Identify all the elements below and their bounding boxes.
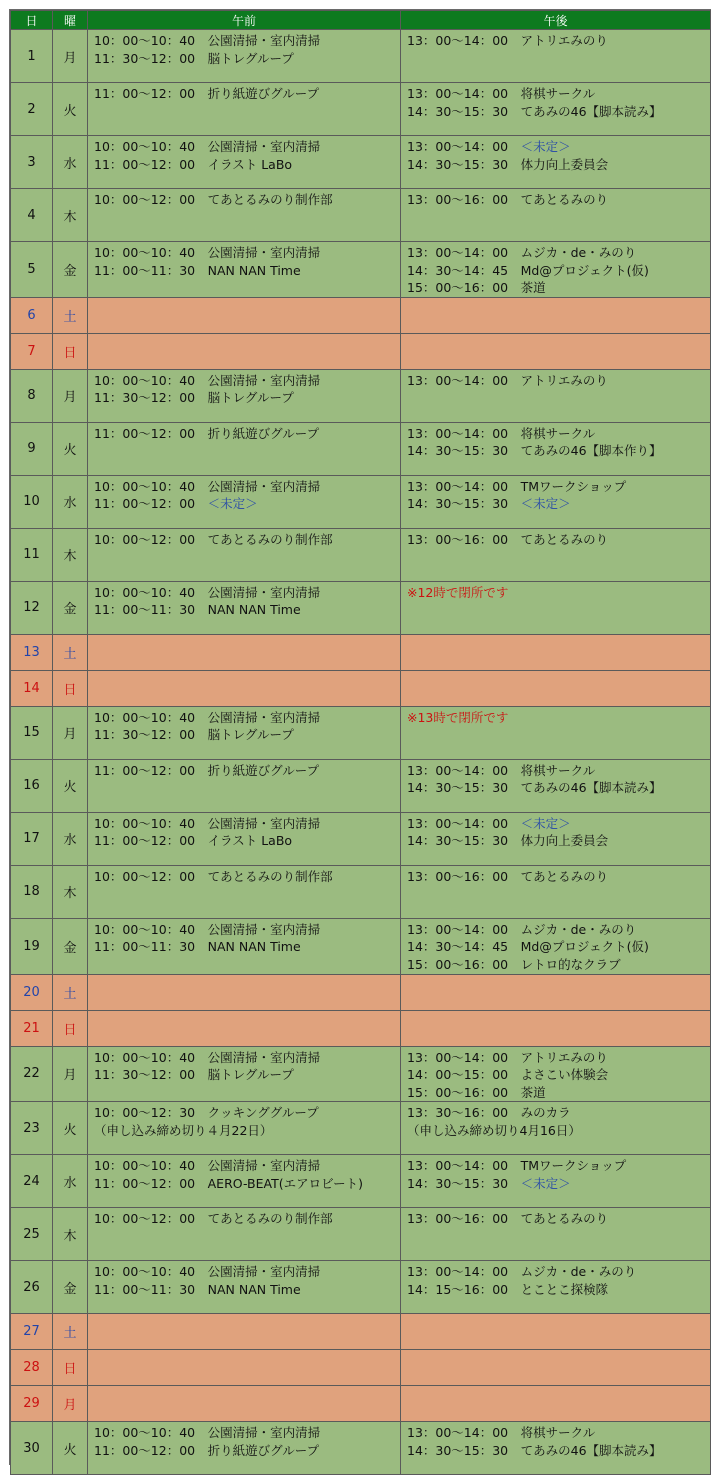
day-of-week: 火 — [53, 1422, 88, 1475]
day-of-week: 日 — [53, 333, 88, 369]
day-number: 30 — [11, 1422, 53, 1475]
schedule-row — [11, 759, 711, 812]
activity-line — [407, 138, 710, 156]
activity-time: 13：00～14：00 — [407, 139, 521, 154]
activity-line: 11：00～11：30 NAN NAN Time — [94, 262, 301, 278]
activity-line: （申し込み締め切り4月16日） — [407, 1122, 581, 1138]
schedule-frame — [9, 9, 711, 1465]
day-number: 18 — [11, 865, 53, 918]
afternoon-activities — [401, 865, 711, 918]
afternoon-activities — [401, 369, 711, 422]
activity-line: 11：00～12：00 イラスト LaBo — [94, 156, 293, 172]
day-of-week: 土 — [53, 974, 88, 1010]
morning-activities — [88, 1046, 401, 1102]
afternoon-activities — [401, 333, 711, 369]
day-number: 2 — [11, 83, 53, 136]
schedule-row — [11, 1261, 711, 1314]
day-number: 27 — [11, 1314, 53, 1350]
activity-line: 10：00～12：00 てあとるみのり制作部 — [94, 531, 333, 547]
activity-line: 15：00～16：00 レトロ的なクラブ — [407, 956, 621, 972]
afternoon-activities — [401, 1155, 711, 1208]
morning-activities — [88, 706, 401, 759]
day-of-week: 月 — [53, 706, 88, 759]
afternoon-activities — [401, 759, 711, 812]
activity-line: 14：30～15：30 てあみの46【脚本読み】 — [407, 780, 662, 796]
morning-activities — [88, 1422, 401, 1475]
activity-line: 10：00～10：40 公園清掃・室内清掃 — [94, 1158, 321, 1174]
day-number: 13 — [11, 634, 53, 670]
activity-time: 11：00～12：00 — [94, 496, 208, 512]
morning-activities — [88, 422, 401, 475]
activity-line: 14：00～15：00 よさこい体験会 — [407, 1067, 609, 1083]
afternoon-activities — [401, 812, 711, 865]
morning-activities — [88, 1350, 401, 1386]
day-number: 7 — [11, 333, 53, 369]
afternoon-activities — [401, 475, 711, 528]
header-morning: 午前 — [88, 11, 401, 30]
activity-time: 14：30～15：30 — [407, 1175, 521, 1191]
day-of-week: 土 — [53, 1314, 88, 1350]
morning-activities — [88, 83, 401, 136]
day-number: 3 — [11, 136, 53, 189]
day-of-week: 木 — [53, 189, 88, 242]
schedule-row — [11, 83, 711, 136]
day-of-week: 水 — [53, 136, 88, 189]
activity-line: 10：00～10：40 公園清掃・室内清掃 — [94, 815, 321, 831]
day-of-week: 土 — [53, 297, 88, 333]
activity-line: 14：30～15：30 てあみの46【脚本作り】 — [407, 443, 662, 459]
afternoon-activities — [401, 1350, 711, 1386]
afternoon-activities — [401, 83, 711, 136]
activity-line: 11：30～12：00 脳トレグループ — [94, 50, 294, 66]
schedule-row — [11, 1314, 711, 1350]
morning-activities — [88, 136, 401, 189]
morning-activities — [88, 1261, 401, 1314]
schedule-row — [11, 1155, 711, 1208]
afternoon-activities — [401, 136, 711, 189]
schedule-row — [11, 189, 711, 242]
day-of-week: 水 — [53, 1155, 88, 1208]
activity-line: 10：00～10：40 公園清掃・室内清掃 — [94, 1264, 321, 1280]
activity-line: 13：00～14：00 アトリエみのり — [407, 33, 608, 48]
afternoon-activities — [401, 706, 711, 759]
day-number: 29 — [11, 1386, 53, 1422]
afternoon-activities — [401, 422, 711, 475]
activity-line: 11：30～12：00 脳トレグループ — [94, 727, 294, 743]
morning-activities — [88, 974, 401, 1010]
day-of-week: 火 — [53, 1102, 88, 1155]
day-number: 10 — [11, 475, 53, 528]
day-number: 4 — [11, 189, 53, 242]
schedule-row — [11, 422, 711, 475]
day-of-week: 月 — [53, 1046, 88, 1102]
activity-line: 15：00～16：00 茶道 — [407, 1084, 546, 1100]
day-of-week: 月 — [53, 1386, 88, 1422]
afternoon-activities — [401, 528, 711, 581]
activity-line: 11：00～12：00 AERO-BEAT(エアロビート) — [94, 1175, 363, 1191]
day-number: 1 — [11, 30, 53, 83]
schedule-row — [11, 297, 711, 333]
day-number: 16 — [11, 759, 53, 812]
activity-time: 13：00～14：00 — [407, 815, 521, 831]
schedule-body — [11, 30, 711, 1475]
day-of-week: 木 — [53, 865, 88, 918]
schedule-row — [11, 30, 711, 83]
activity-line: 10：00～12：30 クッキンググループ — [94, 1105, 319, 1121]
activity-line: 11：00～12：00 折り紙遊びグループ — [94, 762, 320, 778]
closing-notice: ※12時で閉所です — [407, 584, 509, 600]
activity-line: 13：00～14：00 将棋サークル — [407, 762, 596, 778]
afternoon-activities — [401, 1261, 711, 1314]
afternoon-activities — [401, 189, 711, 242]
header-day-of-week: 曜 — [53, 11, 88, 30]
activity-line: 10：00～10：40 公園清掃・室内清掃 — [94, 584, 321, 600]
activity-line: 10：00～10：40 公園清掃・室内清掃 — [94, 478, 321, 494]
day-number: 15 — [11, 706, 53, 759]
morning-activities — [88, 670, 401, 706]
activity-line: 10：00～10：40 公園清掃・室内清掃 — [94, 921, 321, 937]
day-number: 19 — [11, 918, 53, 974]
activity-line — [407, 709, 710, 727]
morning-activities — [88, 528, 401, 581]
afternoon-activities — [401, 634, 711, 670]
schedule-row — [11, 136, 711, 189]
schedule-row — [11, 1102, 711, 1155]
activity-line: 10：00～10：40 公園清掃・室内清掃 — [94, 1049, 321, 1065]
schedule-row — [11, 918, 711, 974]
activity-line: 13：30～16：00 みのカラ — [407, 1105, 571, 1121]
tbd-label: ＜未定＞ — [520, 139, 571, 154]
activity-line: 14：30～15：30 体力向上委員会 — [407, 156, 609, 172]
tbd-label: ＜未定＞ — [520, 496, 571, 512]
schedule-row — [11, 242, 711, 298]
afternoon-activities — [401, 1386, 711, 1422]
morning-activities — [88, 333, 401, 369]
day-of-week: 木 — [53, 528, 88, 581]
activity-line: 13：00～14：00 アトリエみのり — [407, 372, 608, 388]
day-of-week: 金 — [53, 581, 88, 634]
day-of-week: 金 — [53, 918, 88, 974]
day-number: 23 — [11, 1102, 53, 1155]
afternoon-activities — [401, 1102, 711, 1155]
activity-line: 14：30～15：30 体力向上委員会 — [407, 833, 609, 849]
activity-line: 11：00～12：00 折り紙遊びグループ — [94, 1442, 320, 1458]
afternoon-activities — [401, 581, 711, 634]
day-number: 6 — [11, 297, 53, 333]
activity-line: 13：00～14：00 将棋サークル — [407, 86, 596, 101]
activity-line: 13：00～14：00 ムジカ・de・みのり — [407, 1264, 637, 1280]
day-of-week: 日 — [53, 1010, 88, 1046]
activity-line: 13：00～16：00 てあとるみのり — [407, 868, 609, 884]
schedule-row — [11, 1386, 711, 1422]
schedule-row — [11, 706, 711, 759]
day-number: 22 — [11, 1046, 53, 1102]
morning-activities — [88, 242, 401, 298]
tbd-label: ＜未定＞ — [520, 815, 571, 831]
activity-line: 13：00～14：00 アトリエみのり — [407, 1049, 608, 1065]
tbd-label: ＜未定＞ — [520, 1175, 571, 1191]
activity-line: 11：00～12：00 折り紙遊びグループ — [94, 86, 320, 101]
activity-line: 14：30～15：30 てあみの46【脚本読み】 — [407, 1442, 662, 1458]
activity-line: 13：00～16：00 てあとるみのり — [407, 1211, 609, 1227]
activity-line: 10：00～10：40 公園清掃・室内清掃 — [94, 33, 321, 48]
morning-activities — [88, 1314, 401, 1350]
day-of-week: 金 — [53, 1261, 88, 1314]
day-number: 11 — [11, 528, 53, 581]
activity-line: 11：30～12：00 脳トレグループ — [94, 1067, 294, 1083]
afternoon-activities — [401, 1010, 711, 1046]
activity-line: 14：30～15：30 てあみの46【脚本読み】 — [407, 103, 662, 119]
schedule-row — [11, 1422, 711, 1475]
afternoon-activities — [401, 297, 711, 333]
activity-line — [407, 495, 710, 513]
activity-line: 10：00～10：40 公園清掃・室内清掃 — [94, 372, 321, 388]
day-number: 9 — [11, 422, 53, 475]
activity-line: 13：00～16：00 てあとるみのり — [407, 531, 609, 547]
activity-line: 10：00～12：00 てあとるみのり制作部 — [94, 1211, 333, 1227]
day-number: 20 — [11, 974, 53, 1010]
day-number: 21 — [11, 1010, 53, 1046]
day-of-week: 月 — [53, 30, 88, 83]
activity-time: 14：30～15：30 — [407, 496, 521, 512]
schedule-row — [11, 369, 711, 422]
day-number: 28 — [11, 1350, 53, 1386]
morning-activities — [88, 1010, 401, 1046]
day-number: 8 — [11, 369, 53, 422]
schedule-row — [11, 812, 711, 865]
morning-activities — [88, 634, 401, 670]
activity-line — [94, 495, 400, 513]
activity-line: 14：15～16：00 とことこ探検隊 — [407, 1281, 609, 1297]
monthly-schedule-table — [10, 10, 711, 1475]
header-afternoon: 午後 — [401, 11, 711, 30]
morning-activities — [88, 918, 401, 974]
schedule-row — [11, 865, 711, 918]
day-of-week: 月 — [53, 369, 88, 422]
day-number: 5 — [11, 242, 53, 298]
afternoon-activities — [401, 30, 711, 83]
activity-line — [407, 1175, 710, 1193]
activity-line: 10：00～10：40 公園清掃・室内清掃 — [94, 245, 321, 260]
afternoon-activities — [401, 918, 711, 974]
activity-line: 14：30～14：45 Md@プロジェクト(仮) — [407, 262, 649, 278]
schedule-row — [11, 670, 711, 706]
morning-activities — [88, 297, 401, 333]
activity-line: 13：00～14：00 ムジカ・de・みのり — [407, 245, 637, 260]
tbd-label: ＜未定＞ — [207, 496, 258, 512]
activity-line: 10：00～12：00 てあとるみのり制作部 — [94, 868, 333, 884]
activity-line: 13：00～14：00 ムジカ・de・みのり — [407, 921, 637, 937]
afternoon-activities — [401, 974, 711, 1010]
activity-line: 11：00～11：30 NAN NAN Time — [94, 939, 301, 955]
activity-line: 10：00～10：40 公園清掃・室内清掃 — [94, 1425, 321, 1441]
activity-line: 11：00～11：30 NAN NAN Time — [94, 1281, 301, 1297]
activity-line: 13：00～14：00 将棋サークル — [407, 425, 596, 441]
schedule-row — [11, 1350, 711, 1386]
activity-line: 11：30～12：00 脳トレグループ — [94, 390, 294, 406]
activity-line: 11：00～11：30 NAN NAN Time — [94, 602, 301, 618]
morning-activities — [88, 812, 401, 865]
activity-line: （申し込み締め切り４月22日） — [94, 1122, 273, 1138]
table-header-row — [11, 11, 711, 30]
day-number: 14 — [11, 670, 53, 706]
morning-activities — [88, 369, 401, 422]
activity-line: 13：00～14：00 将棋サークル — [407, 1425, 596, 1441]
day-of-week: 火 — [53, 759, 88, 812]
schedule-row — [11, 333, 711, 369]
activity-line — [407, 584, 710, 602]
afternoon-activities — [401, 1208, 711, 1261]
day-of-week: 火 — [53, 83, 88, 136]
activity-line: 13：00～14：00 TMワークショップ — [407, 1158, 627, 1174]
day-of-week: 日 — [53, 670, 88, 706]
day-number: 26 — [11, 1261, 53, 1314]
schedule-row — [11, 1208, 711, 1261]
day-of-week: 水 — [53, 812, 88, 865]
morning-activities — [88, 1208, 401, 1261]
day-of-week: 金 — [53, 242, 88, 298]
closing-notice: ※13時で閉所です — [407, 709, 509, 725]
day-number: 25 — [11, 1208, 53, 1261]
afternoon-activities — [401, 1422, 711, 1475]
day-number: 17 — [11, 812, 53, 865]
morning-activities — [88, 30, 401, 83]
schedule-row — [11, 1046, 711, 1102]
morning-activities — [88, 1386, 401, 1422]
activity-line: 11：00～12：00 折り紙遊びグループ — [94, 425, 320, 441]
activity-line: 11：00～12：00 イラスト LaBo — [94, 833, 293, 849]
morning-activities — [88, 759, 401, 812]
schedule-row — [11, 528, 711, 581]
afternoon-activities — [401, 242, 711, 298]
activity-line: 10：00～10：40 公園清掃・室内清掃 — [94, 139, 321, 154]
morning-activities — [88, 189, 401, 242]
activity-line: 10：00～10：40 公園清掃・室内清掃 — [94, 709, 321, 725]
activity-line: 10：00～12：00 てあとるみのり制作部 — [94, 192, 333, 207]
activity-line: 13：00～16：00 てあとるみのり — [407, 192, 609, 207]
day-of-week: 木 — [53, 1208, 88, 1261]
schedule-row — [11, 475, 711, 528]
day-of-week: 水 — [53, 475, 88, 528]
activity-line: 15：00～16：00 茶道 — [407, 280, 546, 296]
day-of-week: 土 — [53, 634, 88, 670]
day-of-week: 火 — [53, 422, 88, 475]
morning-activities — [88, 1155, 401, 1208]
schedule-row — [11, 1010, 711, 1046]
morning-activities — [88, 475, 401, 528]
afternoon-activities — [401, 1046, 711, 1102]
afternoon-activities — [401, 670, 711, 706]
schedule-row — [11, 581, 711, 634]
activity-line: 14：30～14：45 Md@プロジェクト(仮) — [407, 939, 649, 955]
activity-line — [407, 815, 710, 833]
header-day: 日 — [11, 11, 53, 30]
morning-activities — [88, 865, 401, 918]
schedule-row — [11, 974, 711, 1010]
afternoon-activities — [401, 1314, 711, 1350]
morning-activities — [88, 581, 401, 634]
day-number: 24 — [11, 1155, 53, 1208]
schedule-row — [11, 634, 711, 670]
day-number: 12 — [11, 581, 53, 634]
day-of-week: 日 — [53, 1350, 88, 1386]
morning-activities — [88, 1102, 401, 1155]
activity-line: 13：00～14：00 TMワークショップ — [407, 478, 627, 494]
